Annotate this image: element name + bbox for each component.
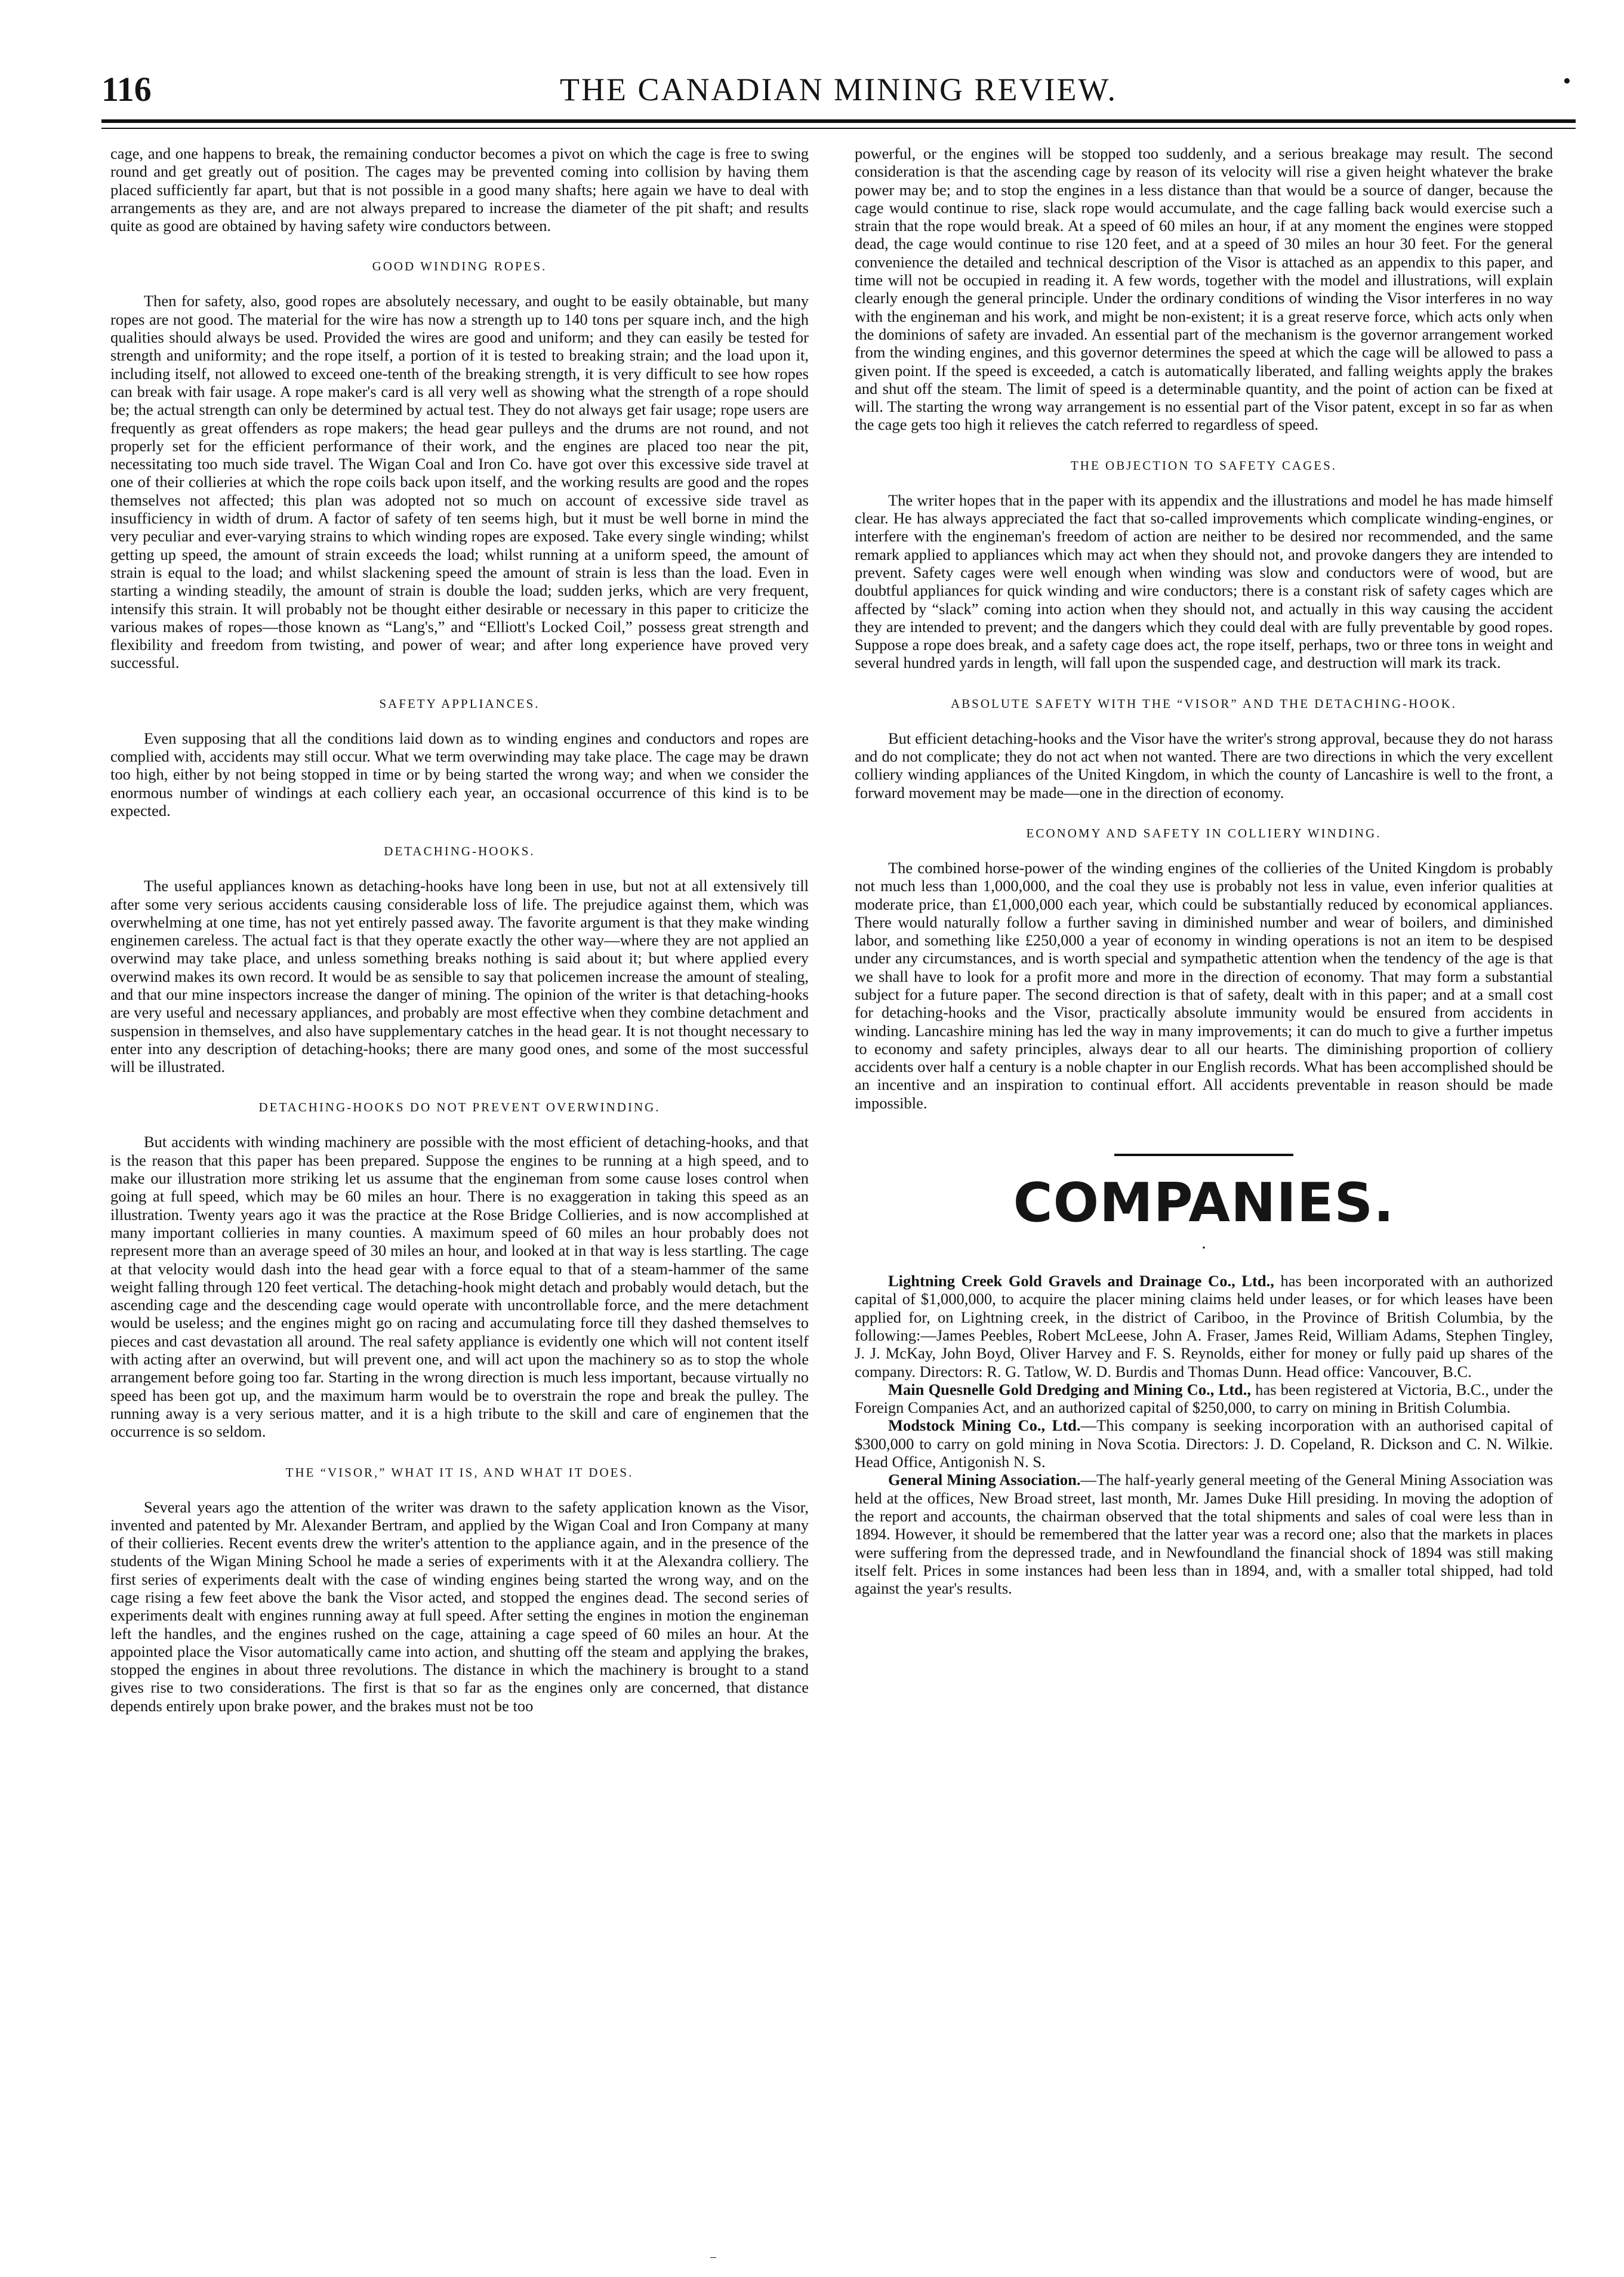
- company-text: has been incorporated with an authorized capital of $1,000,000, to acquire the placer mining claims held under leases, or for which leases have been applied for, on Lightning creek, in the district of Cariboo, in the Province of British Columbia, by the following:—James Peebles, Robert McLeese, John A. Fraser, James Reid, William Adams, Stephen Tingley, J. J. McKay, John Boyd, Oliver Harvey and F. S. Reynolds, either for money or fully paid up shares of the company. Directors: R. G. Tatlow, W. D. Burdis and Thomas Dunn. Head office: Vancouver, B.C.: [855, 1272, 1553, 1381]
- companies-rule: [1114, 1154, 1293, 1156]
- company-notice: [855, 1381, 1553, 1417]
- section-heading: THE “VISOR,” WHAT IT IS, AND WHAT IT DOES.: [285, 1465, 634, 1480]
- header-dot: •: [1563, 69, 1571, 94]
- companies-heading: COMPANIES.: [1013, 1172, 1395, 1235]
- left-column: [110, 144, 809, 2233]
- paragraph: Then for safety, also, good ropes are absolutely necessary, and ought to be easily obtainable, but many ropes are not good. The material for the wire has now a strength up to 140 tons per square inch, and the high qualities should always be used. Provided the wires are good and uniform; and they can easily be tested for strength and uniformity; and the rope itself, a portion of it is tested to breaking strain; and the load upon it, including itself, not allowed to exceed one-tenth of the breaking strength, it is very difficult to see how ropes can break with fair usage. A rope maker's card is all very well as showing what the strength of a rope should be; the actual strength can only be determined by actual test. They do not always get fair usage; rope users are frequently as great offenders as rope makers; the head gear pulleys and the drums are not round, and not properly set for the efficient performance of their work, and the engines are placed too near the pit, necessitating too much side travel. The Wigan Coal and Iron Co. have got over this excessive side travel at one of their collieries at which the rope coils back upon itself, and the working results are good and the ropes themselves not affected; this plan was adopted not so much on account of excessive side travel as insufficiency in width of drum. A factor of safety of ten seems high, but it must be well borne in mind the very peculiar and ever-varying strains to which winding ropes are exposed. Take every single winding; whilst getting up speed, the amount of strain exceeds the load; whilst running at a uniform speed, the amount of strain is equal to the load; and whilst slackening speed the amount of strain is less than the load. Even in starting a winding steadily, the amount of strain is double the load; sudden jerks, which are very frequent, intensify this strain. It will probably not be thought either desirable or necessary in this paper to criticize the various makes of ropes—those known as “Lang's,” and “Elliott's Locked Coil,” possess great strength and flexibility and freedom from twisting, and power of wear; and after long experience have proved very successful.: [110, 292, 809, 672]
- section-heading: ABSOLUTE SAFETY WITH THE “VISOR” AND THE DETACHING-HOOK.: [951, 696, 1457, 711]
- paragraph: cage, and one happens to break, the remaining conductor becomes a pivot on which the cage is free to swing round and get greatly out of position. The cages may be prevented coming into collision by having them placed sufficiently far apart, but that is not possible in a good many shafts; here again we have to deal with arrangements as they are, and are not always prepared to increase the diameter of the pit shaft; and results quite as good are obtained by having safety wire conductors between.: [110, 144, 809, 235]
- company-name: Main Quesnelle Gold Dredging and Mining Co., Ltd.,: [888, 1380, 1252, 1398]
- header-rule-thick: [101, 119, 1576, 123]
- paragraph: powerful, or the engines will be stopped too suddenly, and a serious breakage may result. The second consideration is that the ascending cage by reason of its velocity will rise a given height whatever the brake power may be; and to stop the engines in a less distance than that would be a source of danger, because the cage would continue to rise, slack rope would accumulate, and the cage falling back would exercise such a strain that the rope would break. At a speed of 60 miles an hour, if at any moment the engines were stopped dead, the cage would continue to rise 120 feet, and at a speed of 30 miles an hour 30 feet. For the general convenience the detailed and technical description of the Visor is attached as an appendix to this paper, and time will not be occupied in reading it. A few words, together with the model and illustrations, will explain clearly enough the general principle. Under the ordinary conditions of winding the Visor interferes in no way with the engineman and his work, and might be non-existent; it is a great reserve force, which acts only when the dominions of safety are invaded. An essential part of the mechanism is the governor arrangement worked from the winding engines, and this governor determines the speed at which the cage will be allowed to pass a given point. If the speed is exceeded, a catch is automatically liberated, and falling weights apply the brakes and shut off the steam. The limit of speed is a determinable quantity, and the point of action can be fixed at will. The starting the wrong way arrangement is no essential part of the Visor patent, except in so far as when the cage gets too high it relieves the catch referred to regardless of speed.: [855, 144, 1553, 434]
- paragraph: The writer hopes that in the paper with its appendix and the illustrations and model he has made himself clear. He has always appreciated the fact that so-called improvements which complicate winding-engines, or interfere with the engineman's freedom of action are neither to be desired nor recommended, and the same remark applied to appliances which may act when they should not, and provoke dangers they are intended to prevent. Safety cages were well enough when winding was slow and conductors were of wood, but are doubtful appliances for quick winding and wire conductors; there is a constant risk of safety cages which are affected by “slack” coming into action when they should not, and actually in this way causing the accident they are intended to prevent; and the dangers which they could deal with are fully preventable by good ropes. Suppose a rope does break, and a safety cage does act, the rope itself, perhaps, two or three tons in weight and several hundred yards in length, will fall upon the suspended cage, and destruction will mark its track.: [855, 491, 1553, 672]
- header-rule-thin: [101, 128, 1576, 129]
- page-number: 116: [101, 70, 152, 109]
- paragraph: Even supposing that all the conditions laid down as to winding engines and conductors and ropes are complied with, accidents may still occur. What we term overwinding may take place. The cage may be drawn too high, either by not being stopped in time or by being started the wrong way; and when we consider the enormous number of windings at each colliery each year, an occasional occurrence of this kind is to be expected.: [110, 729, 809, 819]
- section-heading: ECONOMY AND SAFETY IN COLLIERY WINDING.: [1026, 825, 1382, 840]
- companies-dot: ·: [1201, 1238, 1207, 1258]
- company-notice: [855, 1416, 1553, 1471]
- company-text: —This company is seeking incorporation with an authorised capital of $300,000 to carry on gold mining in Nova Scotia. Directors: J. D. Copeland, R. Dickson and C. N. Wilkie. Head Office, Antigonish N. S.: [855, 1416, 1553, 1471]
- company-notice: [855, 1471, 1553, 1597]
- section-heading: DETACHING-HOOKS.: [384, 844, 535, 859]
- section-heading: DETACHING-HOOKS DO NOT PREVENT OVERWINDING.: [258, 1100, 661, 1115]
- company-name: General Mining Association.: [888, 1471, 1081, 1489]
- page-header: [101, 66, 1576, 119]
- company-name: Lightning Creek Gold Gravels and Drainage Co., Ltd.,: [888, 1272, 1274, 1290]
- section-heading: GOOD WINDING ROPES.: [372, 259, 547, 274]
- paragraph: Several years ago the attention of the writer was drawn to the safety application known as the Visor, invented and patented by Mr. Alexander Bertram, and applied by the Wigan Coal and Iron Company at many of their collieries. Recent events drew the writer's attention to the appliance again, and in the presence of the students of the Wigan Mining School he made a series of experiments with it at the Alexandra colliery. The first series of experiments dealt with the case of winding engines being started the wrong way, and on the cage rising a few feet above the bank the Visor acted, and stopped the engines dead. The second series of experiments dealt with engines running away at full speed. After setting the engines in motion the engineman left the handles, and the engines rushed on the cage, attaining a cage speed of 60 miles an hour. At the appointed place the Visor automatically came into action, and shutting off the steam and applying the brakes, stopped the engines in about three revolutions. The distance in which the machinery is brought to a stand gives rise to two considerations. The first is that so far as the engines only are concerned, that distance depends entirely upon brake power, and the brakes must not be too: [110, 1498, 809, 1715]
- bottom-mark: –: [710, 2250, 716, 2263]
- paragraph: But accidents with winding machinery are possible with the most efficient of detaching-hooks, and that is the reason that this paper has been prepared. Suppose the engines to be running at a high speed, and to make our illustration more striking let us assume that the engineman from some cause loses control when going at full speed, which may be 60 miles an hour. There is no exaggeration in taking this speed as an illustration. Twenty years ago it was the practice at the Rose Bridge Collieries, and is now accomplished at many important collieries in many counties. A maximum speed of 60 miles an hour probably does not represent more than an average speed of 30 miles an hour, and looked at in that way is less startling. The cage at that velocity would dash into the head gear with a force equal to that of a steam-hammer of the same weight falling through 120 feet vertical. The detaching-hook might detach and probably would detach, but the ascending cage and the descending cage would operate with uncontrollable force, and the mere detachment would be useless; and the engines might go on racing and accumulating force till they dashed themselves to pieces and cast devastation all around. The real safety appliance is evidently one which will not content itself with acting after an overwind, but will prevent one, and will act upon the machinery so as to stop the whole arrangement before going too far. Starting in the wrong direction is much less important, because virtually no speed has been got up, and the maximum harm would be to overstrain the rope and break the pulley. The running away is a very serious matter, and it is a high tribute to the skill and care of enginemen that the occurrence is so seldom.: [110, 1133, 809, 1441]
- company-notice: [855, 1272, 1553, 1381]
- journal-title: THE CANADIAN MINING REVIEW.: [560, 72, 1117, 107]
- company-text: has been registered at Victoria, B.C., under the Foreign Companies Act, and an authorized capital of $250,000, to carry on mining in British Columbia.: [855, 1380, 1553, 1417]
- company-name: Modstock Mining Co., Ltd.: [888, 1416, 1081, 1435]
- paragraph: But efficient detaching-hooks and the Visor have the writer's strong approval, because they do not harass and do not complicate; they do not act when not wanted. There are two directions in which the very excellent colliery winding appliances of the United Kingdom, in which the county of Lancashire is well to the front, a forward movement may be made—one in the direction of economy.: [855, 729, 1553, 802]
- paragraph: The combined horse-power of the winding engines of the collieries of the United Kingdom is probably not much less than 1,000,000, and the coal they use is probably not less in value, even inferior qualities at moderate price, than £1,000,000 each year, which could be substantially reduced by economical appliances. There would naturally follow a further saving in diminished number and wear of boilers, and diminished labor, and something like £250,000 a year of economy in winding operations is not an item to be despised under any circumstances, and is worth special and sympathetic attention when the tendency of the age is that we shall have to look for a profit more and more in the direction of economy. That may form a substantial subject for a future paper. The second direction is that of safety, dealt with in this paper; and at a small cost for detaching-hooks and the Visor, practically absolute immunity would be ensured from accidents in winding. Lancashire mining has led the way in many improvements; it can do much to give a further impetus to economy and safety principles, always dear to all our hearts. The diminishing proportion of colliery accidents over half a century is a noble chapter in our English records. What has been accomplished should be an incentive and an inspiration to continual effort. All accidents preventable in reason should be made impossible.: [855, 858, 1553, 1112]
- section-heading: SAFETY APPLIANCES.: [379, 696, 540, 711]
- section-heading: THE OBJECTION TO SAFETY CAGES.: [1070, 458, 1338, 473]
- paragraph: The useful appliances known as detaching-hooks have long been in use, but not at all extensively till after some very serious accidents causing considerable loss of life. The prejudice against them, which was overwhelming at one time, has not yet entirely passed away. The favorite argument is that they make winding enginemen careless. The actual fact is that they operate exactly the other way—where they are not applied an overwind may take place, and unless something breaks nothing is said about it; but where applied every overwind makes its own record. It would be as sensible to say that policemen increase the amount of stealing, and that our mine inspectors increase the danger of mining. The opinion of the writer is that detaching-hooks are very useful and necessary appliances, and probably are most effective when they combine detachment and suspension in themselves, and also have supplementary catches in the head gear. It is not thought necessary to enter into any description of detaching-hooks; there are many good ones, and some of the most successful will be illustrated.: [110, 877, 809, 1076]
- right-column: [855, 144, 1553, 2233]
- company-text: —The half-yearly general meeting of the General Mining Association was held at the offices, New Broad street, last month, Mr. James Duke Hill presiding. In moving the adoption of the report and accounts, the chairman observed that the total shipments and sales of coal were less than in 1894. However, it should be remembered that the latter year was a record one; also that the markets in places were suffering from the depressed trade, and in Newfoundland the financial shock of 1894 was still making itself felt. Prices in some instances had been less than in 1894, and, with a smaller total shipped, had told against the year's results.: [855, 1471, 1553, 1598]
